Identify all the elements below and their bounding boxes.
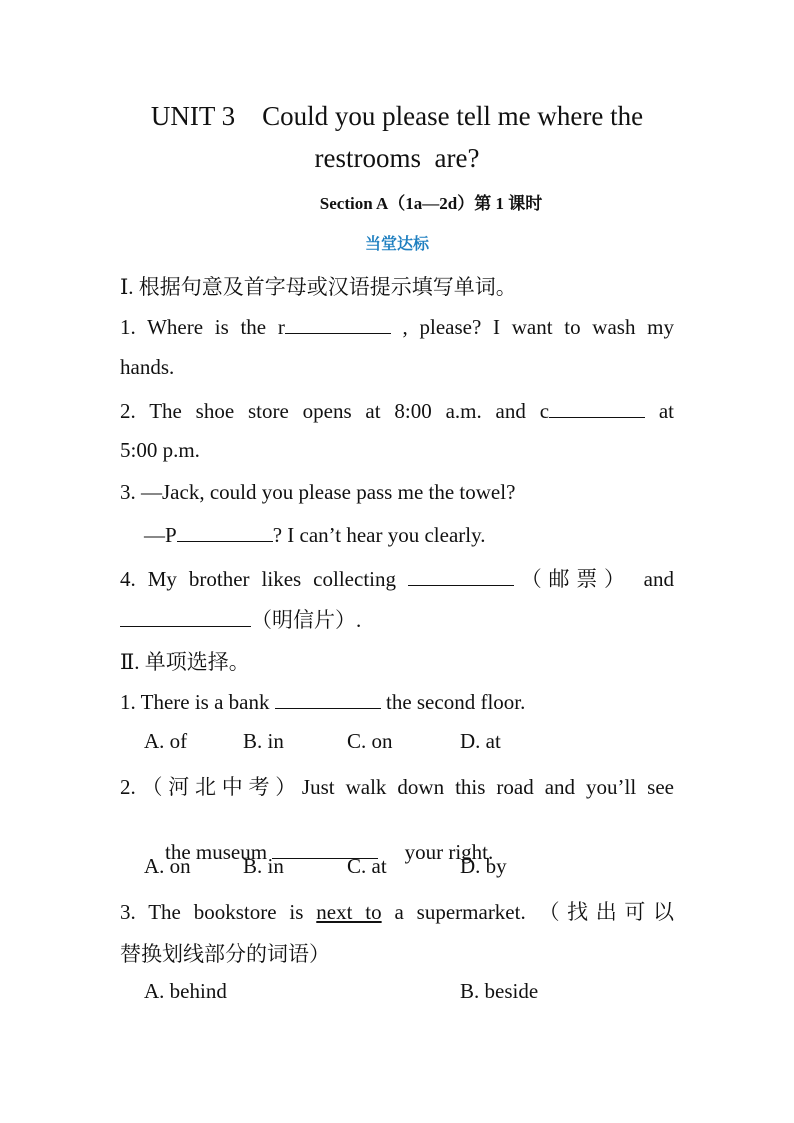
option-b[interactable]: B. in (243, 729, 284, 753)
part1-heading: Ⅰ. 根据句意及首字母或汉语提示填写单词。 (120, 275, 517, 299)
answer-blank[interactable] (285, 313, 391, 334)
option-b[interactable]: B. beside (460, 979, 539, 1003)
option-a[interactable]: A. on (144, 854, 191, 878)
unit-title-line2: restrooms are? (314, 143, 480, 173)
option-a[interactable]: A. of (144, 729, 188, 753)
answer-blank[interactable] (120, 606, 251, 627)
option-d[interactable]: D. at (460, 729, 501, 753)
option-c[interactable]: C. on (347, 729, 393, 753)
part2-q3: 3. The bookstore is next to a supermarket. （找出可以 (120, 900, 674, 924)
option-d[interactable]: D. by (460, 854, 507, 878)
part2-q2-continued: the museum your right. (165, 840, 494, 864)
part2-q3-continued: 替换划线部分的词语） (120, 942, 330, 966)
part1-q1-continued: hands. (120, 355, 175, 379)
answer-blank[interactable] (177, 521, 273, 542)
part1-q3: 3. —Jack, could you please pass me the towel? (120, 480, 516, 504)
part2-q1: 1. There is a bank the second floor. (120, 690, 526, 714)
answer-blank[interactable] (408, 565, 514, 586)
part2-q2: 2.（河北中考）Just walk down this road and you’ll see (120, 775, 674, 799)
part1-q1: 1. Where is the r , please? I want to wash my (120, 315, 674, 339)
option-c[interactable]: C. at (347, 854, 387, 878)
option-b[interactable]: B. in (243, 854, 284, 878)
part1-q3-response: —P ? I can’t hear you clearly. (144, 523, 486, 547)
part1-q4-continued: （明信片）. (120, 604, 361, 634)
part2-heading: Ⅱ. 单项选择。 (120, 650, 250, 674)
unit-title-line1: UNIT 3 Could you please tell me where the (150, 101, 644, 131)
part1-q2-continued: 5:00 p.m. (120, 438, 200, 462)
part1-q4: 4. My brother likes collecting （邮票） and (120, 567, 674, 591)
underlined-phrase: next to (316, 900, 382, 924)
section-subtitle: Section A（1a—2d）第 1 课时 (319, 194, 543, 213)
section-tag: 当堂达标 (364, 236, 429, 253)
option-a[interactable]: A. behind (144, 979, 227, 1003)
answer-blank[interactable] (275, 688, 381, 709)
answer-blank[interactable] (549, 397, 645, 418)
part1-q2: 2. The shoe store opens at 8:00 a.m. and c at (120, 399, 674, 423)
